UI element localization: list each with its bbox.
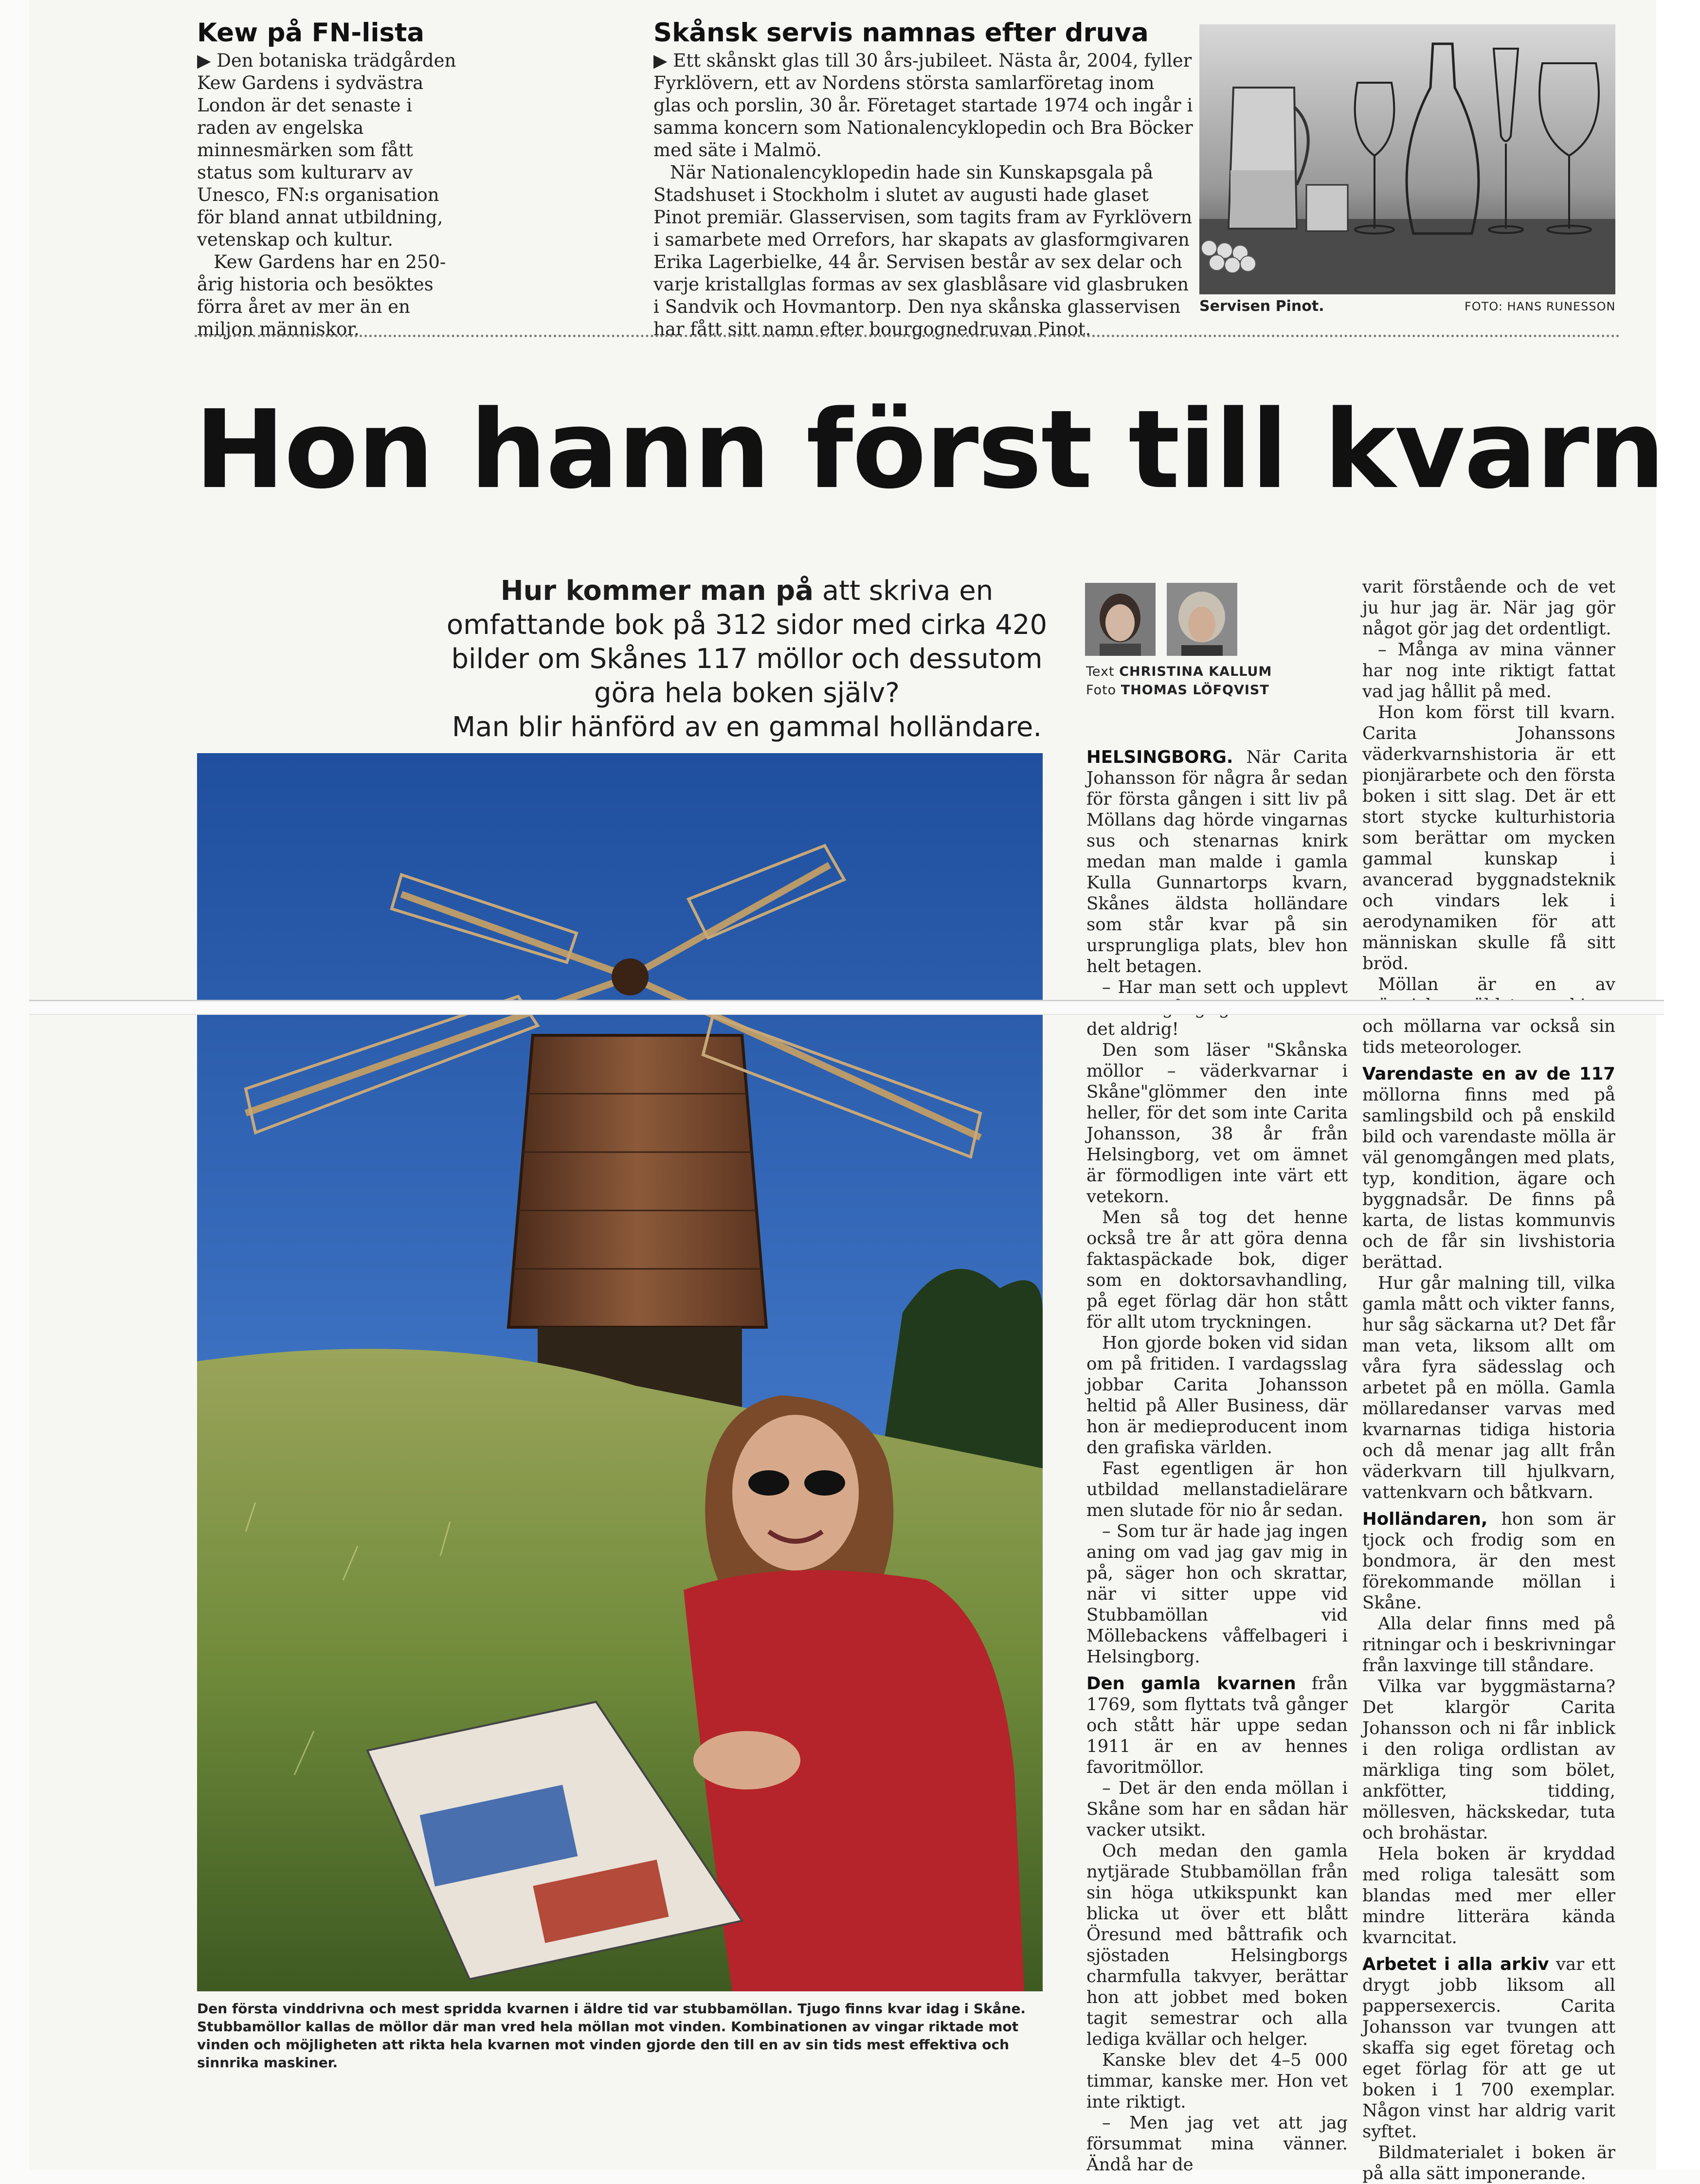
ingress-text: att skriva en omfattande bok på 312 sidor med cirka 420 bilder om Skånes 117 möllor och dessutom göra hela boken själv? <box>446 575 1048 709</box>
col2-p1: varit förstående och de vet ju hur jag är. När jag gör något gör jag det ordentligt. <box>1362 577 1615 639</box>
page-edge <box>1656 0 1700 2170</box>
portrait-photographer <box>1167 583 1237 656</box>
brief-servis <box>653 18 1194 341</box>
byline-text-label: Text <box>1086 664 1115 679</box>
byline-photo-label: Foto <box>1086 683 1117 698</box>
col1-p10: Kanske blev det 4–5 000 timmar, kanske mer. Hon vet inte riktigt. <box>1086 2050 1348 2112</box>
col2-p9: Bildmaterialet i boken är på alla sätt imponerande. <box>1362 2143 1615 2184</box>
col2-sub3-text: var ett drygt jobb liksom all pappersexercis. Carita Johansson var tvungen att skaffa sig eget företag och eget förlag för att ge ut boken i 1 700 exemplar. Någon vinst har aldrig varit syftet. <box>1362 1954 1615 2142</box>
col1-p6: Fast egentligen är hon utbildad mellanstadielärare men slutade för nio år sedan. <box>1086 1459 1348 1520</box>
byline <box>1086 663 1272 700</box>
col1-p9: Och medan den gamla nytjärade Stubbamöllan från sin höga utkikspunkt kan blicka ut över ett blått Öresund med båttrafik och sjöstaden Helsingborgs charmfulla takvyer, berättar hon att jobbet med boken tagit semestrar och alla lediga kvällar och helger. <box>1086 1841 1348 2049</box>
brief-kew-p2: Kew Gardens har en 250-årig historia och besöktes förra året av mer än en miljon människor. <box>197 252 446 340</box>
brief-kew-p1: Den botaniska trädgården Kew Gardens i sydvästra London är det senaste i raden av engelska minnesmärken som fått status som kulturarv av Unesco, FN:s organisation för bland annat utbildning, vetenskap och kultur. <box>197 50 456 250</box>
col1-p1: När Carita Johansson för några år sedan för första gången i sitt liv på Möllans dag hörde vingarnas sus och stenarnas knirk medan man malde i gamla Kulla Gunnartorps kvarn, Skånes äldsta holländare som står kvar på sin ursprungliga plats, blev hon helt betagen. <box>1086 747 1348 976</box>
col2-p6: Alla delar finns med på ritningar och i beskrivningar från laxvinge till ståndare. <box>1362 1614 1615 1676</box>
col1-p5: Hon gjorde boken vid sidan om på fritiden. I vardagsslag jobbar Carita Johansson heltid på Aller Business, där hon är medieproducent inom den grafiska världen. <box>1086 1333 1348 1458</box>
dateline: HELSINGBORG. <box>1086 747 1233 767</box>
col1-sub1-text: från 1769, som flyttats två gånger och stått här uppe sedan 1911 är en av hennes favoritmöllor. <box>1086 1674 1348 1777</box>
col2-p7: Vilka var byggmästarna? Det klargör Carita Johansson och ni får inblick i den roliga ordlistan av märkliga ting som bölet, ankfötter, tidding, möllesven, häckskedar, tuta och brohästar. <box>1362 1677 1615 1843</box>
glass-photo <box>1199 24 1615 294</box>
ingress-line2: Man blir hänförd av en gammal holländare. <box>452 711 1042 743</box>
subhead-den-gamla-kvarnen: Den gamla kvarnen <box>1086 1674 1296 1694</box>
glass-photo-credit: FOTO: HANS RUNESSON <box>1465 300 1616 313</box>
article-column-1 <box>1086 747 1348 2175</box>
col2-p8: Hela boken är kryddad med roliga talesätt som blandas med mer eller mindre litterära kända kvarncitat. <box>1362 1844 1615 1948</box>
writer-avatar <box>1085 583 1156 656</box>
section-divider <box>195 335 1620 337</box>
col2-sub2-text: hon som är tjock och frodig som en bondmora, är den mest förekommande möllan i Skåne. <box>1362 1509 1615 1613</box>
col2-p2: – Många av mina vänner har nog inte riktigt fattat vad jag hållit på med. <box>1362 640 1615 702</box>
ingress <box>431 574 1063 744</box>
arrow-icon: ▶ <box>653 50 673 71</box>
brief-kew-body <box>197 50 470 341</box>
col1-p3: Den som läser "Skånska möllor – väderkvarnar i Skåne"glömmer den inte heller, för det som inte Carita Johansson, 38 år från Helsingborg, vet om ämnet är förmodligen inte värt ett vetekorn. <box>1086 1040 1348 1207</box>
brief-servis-body <box>653 50 1194 341</box>
brief-kew <box>197 18 470 341</box>
main-photo <box>197 753 1043 1991</box>
portrait-writer <box>1085 583 1156 656</box>
glass-photo-caption: Servisen Pinot. <box>1199 298 1324 315</box>
col2-p3: Hon kom först till kvarn. Carita Johanssons väderkvarnshistoria är ett pionjärarbete och den första boken i sitt slag. Det är ett stort stycke kulturhistoria som berättar om mycken gammal kunskap i avancerad byggnadsteknik och vindars lek i aerodynamiken för att människan skulle få sitt bröd. <box>1362 703 1615 974</box>
ingress-lead: Hur kommer man på <box>500 575 814 607</box>
col2-p5: Hur går malning till, vilka gamla mått och vikter fanns, hur såg säckarna ut? Det får man veta, liksom allt om våra fyra sädesslag och arbetet på en mölla. Gamla möllaredanser varvas med kvarnarnas tidiga historia och då menar jag allt från väderkvarn till hjulkvarn, vattenkvarn och båtkvarn. <box>1362 1273 1615 1502</box>
subhead-varendaste: Varendaste en av de 117 <box>1362 1064 1615 1084</box>
brief-kew-title: Kew på FN-lista <box>197 18 425 48</box>
headline: Hon hann först till kvarn <box>195 387 1664 513</box>
byline-photographer: THOMAS LÖFQVIST <box>1121 683 1269 698</box>
subhead-arbetet: Arbetet i alla arkiv <box>1362 1954 1549 1974</box>
windmill-image <box>197 753 1043 1991</box>
photographer-avatar <box>1167 583 1237 656</box>
col2-sub1-text: möllorna finns med på samlingsbild och på enskild bild och varendaste mölla är väl genomgången med plats, typ, kondition, ägare och byggnadsår. De finns på karta, de listas kommunvis och de får sin livshistoria berättad. <box>1362 1085 1615 1272</box>
col1-p7: – Som tur är hade jag ingen aning om vad jag gav mig in på, säger hon och skrattar, när vi sitter uppe vid Stubbamöllan vid Möllebackens våffelbageri i Helsingborg. <box>1086 1521 1348 1667</box>
brief-servis-p1: Ett skånskt glas till 30 års-jubileet. Nästa år, 2004, fyller Fyrklövern, ett av Nordens största samlarföretag inom glas och porslin, 30 år. Företaget startade 1974 och ingår i samma koncern som Nationalencyklopedin och Bra Böcker med säte i Malmö. <box>653 50 1193 161</box>
col1-p11: – Men jag vet att jag försummat mina vänner. Ändå har de <box>1086 2113 1348 2175</box>
col1-p8: – Det är den enda möllan i Skåne som har en sådan här vacker utsikt. <box>1086 1778 1348 1840</box>
arrow-icon: ▶ <box>197 50 217 71</box>
article-column-2 <box>1362 577 1615 2184</box>
col1-p4: Men så tog det henne också tre år att göra denna faktaspäckade bok, diger som en doktorsavhandling, på eget förlag där hon stått för allt utom tryckningen. <box>1086 1208 1348 1332</box>
glassware-image <box>1199 24 1615 294</box>
brief-servis-p2: När Nationalencyklopedin hade sin Kunskapsgala på Stadshuset i Stockholm i slutet av augusti hade glaset Pinot premiär. Glasservisen, som tagits fram av Fyrklövern i samarbete med Orrefors, har skapats av glasformgivaren Erika Lagerbielke, 44 år. Servisen består av sex delar och varje kristallglas formas av sex glasblåsare vid glasbruken i Sandvik och Hovmantorp. Den nya skånska glasservisen har fått sitt namn efter bourgognedruvan Pinot. <box>653 162 1193 340</box>
subhead-hollandaren: Holländaren, <box>1362 1509 1488 1529</box>
byline-writer: CHRISTINA KALLUM <box>1119 664 1272 679</box>
page-fold <box>29 1000 1664 1015</box>
col1-p2: – Har man sett och upplevt det aldrig! <box>1086 977 1348 1039</box>
col2-p4: Möllan är en av och möllarna var också sin tids meteorologer. <box>1362 975 1615 1057</box>
main-photo-caption: Den första vinddrivna och mest spridda kvarnen i äldre tid var stubbamöllan. Tjugo finns kvar idag i Skåne. Stubbamöllor kallas de möllor där man vred hela möllan mot vinden. Kombinationen av vingar riktade mot vinden och möjligheten att rikta hela kvarnen mot vinden gjorde den till en av sin tids mest effektiva och sinnrika maskiner. <box>197 2001 1026 2071</box>
brief-servis-title: Skånsk servis namnas efter druva <box>653 18 1149 48</box>
